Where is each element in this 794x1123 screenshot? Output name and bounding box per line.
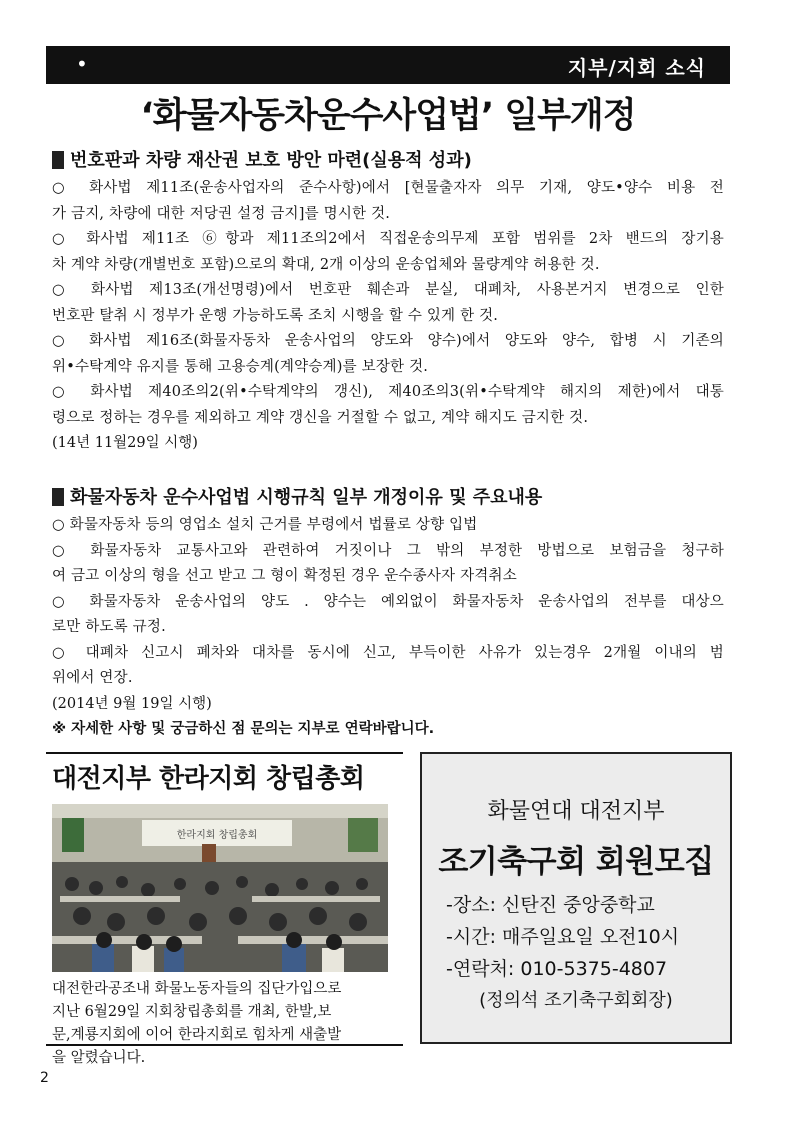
recruitment-time: -시간: 매주일요일 오전10시 (446, 926, 680, 948)
section-label: 지부/지회 소식 (567, 56, 706, 80)
text-line: 위에서 연장. (52, 670, 133, 686)
text-line: 번호판 탈취 시 정부가 운행 가능하도록 조치 시행을 할 수 있게 한 것. (52, 307, 499, 324)
recruitment-box (420, 752, 732, 1044)
page-title: ‘화물자동차운수사업법’ 일부개정 (140, 96, 636, 136)
section-1-heading-text: 번호판과 차량 재산권 보호 방안 마련(실용적 성과) (70, 150, 472, 171)
text-line: ○ 화물자동차 교통사고와 관련하여 거짓이나 그 밖의 부정한 방법으로 보험금을 청구하 (52, 542, 724, 559)
text-line: ○ 화사법 제13조(개선명령)에서 번호판 훼손과 분실, 대폐차, 사용본거지 변경으로 인한 (52, 282, 724, 298)
text-line: 차 계약 차량(개별번호 포함)으로의 확대, 2개 이상의 운송업체와 물량계약 허용한 것. (52, 256, 600, 273)
section-1 (52, 146, 724, 456)
text-line: ○ 화사법 제16조(화물자동차 운송사업의 양도와 양수)에서 양도와 양수, 합병 시 기존의 (52, 333, 724, 349)
caption-line: 대전한라공조내 화물노동자들의 집단가입으로 (52, 981, 342, 997)
text-line: 여 금고 이상의 형을 선고 받고 그 형이 확정된 경우 운수종사자 자격취소 (52, 568, 517, 584)
section-2-date-note: (2014년 9월 19일 시행) (52, 695, 212, 712)
news-box (46, 752, 403, 1066)
recruitment-place: -장소: 신탄진 중앙중학교 (446, 894, 655, 916)
text-line: ○ 대폐차 신고시 폐차와 대차를 동시에 신고, 부득이한 사유가 있는경우 2개월 이내의 범 (52, 644, 724, 661)
header-bullet: • (76, 52, 88, 76)
text-line: ○ 화물자동차 운송사업의 양도 . 양수는 예외없이 화물자동차 운송사업의 전부를 대상으 (52, 593, 724, 610)
text-line: ○ 화물자동차 등의 영업소 설치 근거를 부령에서 법률로 상향 입법 (52, 517, 478, 533)
section-2-heading-text: 화물자동차 운수사업법 시행규칙 일부 개정이유 및 주요내용 (70, 487, 543, 508)
recruitment-title: 조기축구회 회원모집 (438, 844, 714, 880)
text-line: ○ 화사법 제40조의2(위•수탁계약의 갱신), 제40조의3(위•수탁계약 해지의 제한)에서 대통 (52, 384, 724, 400)
page-number: 2 (40, 1070, 49, 1086)
text-line: 령으로 정하는 경우를 제외하고 계약 갱신을 거절할 수 없고, 계약 해지도 금지한 것. (52, 409, 589, 426)
section-1-date-note: (14년 11월29일 시행) (52, 435, 198, 451)
caption-line: 문,계룡지회에 이어 한라지회로 힘차게 새출발 (52, 1027, 342, 1043)
section-1-heading (52, 146, 724, 176)
news-title: 대전지부 한라지회 창립총회 (52, 764, 365, 794)
text-line: 가 금지, 차량에 대한 저당권 설정 금지]를 명시한 것. (52, 205, 391, 222)
square-bullet-icon (52, 151, 64, 169)
recruitment-org: 화물연대 대전지부 (487, 799, 665, 824)
divider (46, 752, 403, 754)
section-2-heading (52, 483, 724, 513)
text-line: ○ 화사법 제11조(운송사업자의 준수사항)에서 [현물출자자 의무 기재, 양도•양수 비용 전 (52, 180, 724, 196)
meeting-photo (52, 804, 388, 972)
text-line: 로만 하도록 규정. (52, 619, 166, 635)
section-header-bar (46, 46, 730, 84)
recruitment-contact-person: (정의석 조기축구회회장) (479, 990, 673, 1011)
news-caption (52, 978, 396, 1070)
square-bullet-icon (52, 488, 64, 506)
caption-line: 지난 6월29일 지회창립총회를 개최, 한발,보 (52, 1004, 332, 1020)
divider (46, 1044, 403, 1046)
banner-text: 한라지회 창립총회 (176, 830, 258, 841)
section-2-body (52, 513, 724, 692)
contact-note: ※ 자세한 사항 및 궁금하신 점 문의는 지부로 연락바랍니다. (52, 720, 435, 737)
text-line: ○ 화사법 제11조 ⑥항과 제11조의2에서 직접운송의무제 포함 범위를 2차 밴드의 장기용 (52, 231, 724, 247)
caption-line: 을 알렸습니다. (52, 1050, 146, 1066)
section-1-body (52, 176, 724, 431)
section-2 (52, 483, 724, 741)
recruitment-phone: -연락처: 010-5375-4807 (446, 958, 668, 980)
text-line: 위•수탁계약 유지를 통해 고용승계(계약승계)를 보장한 것. (52, 358, 429, 375)
